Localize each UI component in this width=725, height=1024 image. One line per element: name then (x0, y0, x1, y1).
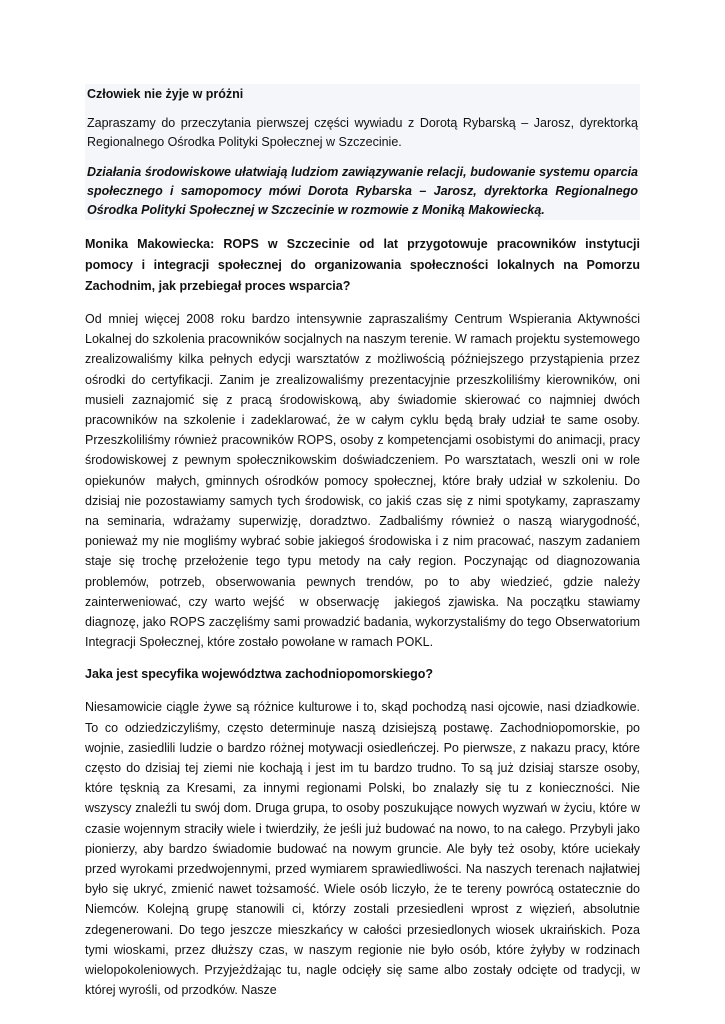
article-intro: Zapraszamy do przeczytania pierwszej części wywiadu z Dorotą Rybarską – Jarosz, dyrektorką Regionalnego Ośrodka Polityki Społecznej w Szczecinie. (87, 116, 638, 149)
interview-answer: Niesamowicie ciągle żywe są różnice kulturowe i to, skąd pochodzą nasi ojcowie, nasi dziadkowie. To co odziedziczyliśmy, często determinuje naszą dzisiejszą postawę. Zachodniopomorskie, po wojnie, zasiedlili ludzie o bardzo różnej motywacji osiedleńczej. Po pierwsze, z nakazu pracy, które często do dzisiaj tej ziemi nie kochają i jest im tu bardzo trudno. To są już dzisiaj starsze osoby, które tęsknią za Kresami, za innymi regionami Polski, bo znalazły się tu z konieczności. Nie wszyscy znaleźli tu swój dom. Druga grupa, to osoby poszukujące nowych wyzwań w życiu, które w czasie wojennym straciły wiele i twierdziły, że jeśli już budować na nowo, to na całego. Przybyli jako pionierzy, aby bardzo świadomie budować na nowym gruncie. Ale były też osoby, które uciekały przed wyrokami przedwojennymi, przed wymiarem sprawiedliwości. Na naszych terenach najłatwiej było się ukryć, zmienić nawet tożsamość. Wiele osób liczyło, że te tereny powrócą ostatecznie do Niemców. Kolejną grupę stanowili ci, którzy zostali przesiedleni wprost z więzień, absolutnie zdegenerowani. Do tego jeszcze mieszkańcy w całości przesiedlonych wiosek ukraińskich. Poza tymi wioskami, przez dłuższy czas, w naszym regionie nie było osób, które żyłyby w rodzinach wielopokoleniowych. Przyjeżdżając tu, nagle odcięły się same albo zostały odcięte od tradycji, w której wyrośli, od przodków. Nasze (85, 700, 644, 998)
document-page (85, 84, 644, 1014)
interview-answer: Od mniej więcej 2008 roku bardzo intensywnie zapraszaliśmy Centrum Wspierania Aktywności Lokalnej do szkolenia pracowników socjalnych na naszym terenie. W ramach projektu systemowego zrealizowaliśmy kilka pełnych edycji warsztatów z możliwością późniejszego przystąpienia przez ośrodki do certyfikacji. Zanim je zrealizowaliśmy prezentacyjnie przeszkoliliśmy kierowników, oni musieli zaznajomić się z pracą środowiskową, aby świadomie skierować co najmniej dwóch pracowników na szkolenie i zadeklarować, że w całym cyklu będą brały udział te same osoby. Przeszkoliliśmy również pracowników ROPS, osoby z kompetencjami osobistymi do animacji, pracy środowiskowej z pewnym społecznikowskim doświadczeniem. Po warsztatach, weszli oni w role opiekunów małych, gminnych ośrodków pomocy społecznej, które brały udział w szkoleniu. Do dzisiaj nie pozostawiamy samych tych środowisk, co jakiś czas się z nimi spotykamy, zapraszamy na seminaria, wdrażamy superwizję, doradztwo. Zadbaliśmy również o naszą wiarygodność, ponieważ my nie mogliśmy wybrać sobie jakiegoś środowiska i z nim pracować, naszym zadaniem staje się trochę przełożenie tego typu metody na cały region. Poczynając od diagnozowania problemów, potrzeb, obserwowania pewnych trendów, po to aby wiedzieć, gdzie należy zainterweniować, czy warto wejść w obserwację jakiegoś zjawiska. Na początku stawiamy diagnozę, jako ROPS zaczęliśmy sami prowadzić badania, wykorzystaliśmy do tego Obserwatorium Integracji Społecznej, które zostało powołane w ramach POKL. (85, 312, 644, 650)
interview-question: Monika Makowiecka: ROPS w Szczecinie od lat przygotowuje pracowników instytucji pomocy i integracji społecznej do organizowania społeczności lokalnych na Pomorzu Zachodnim, jak przebiegał proces wsparcia? (85, 237, 640, 293)
article-title: Człowiek nie żyje w próżni (87, 87, 244, 101)
highlighted-header (85, 84, 640, 220)
interview-question: Jaka jest specyfika województwa zachodniopomorskiego? (85, 667, 434, 682)
article-lead: Działania środowiskowe ułatwiają ludziom zawiązywanie relacji, budowanie systemu oparcia społecznego i samopomocy mówi Dorota Rybarska – Jarosz, dyrektorka Regionalnego Ośrodka Polityki Społecznej w Szczecinie w rozmowie z Moniką Makowiecką. (87, 165, 638, 217)
